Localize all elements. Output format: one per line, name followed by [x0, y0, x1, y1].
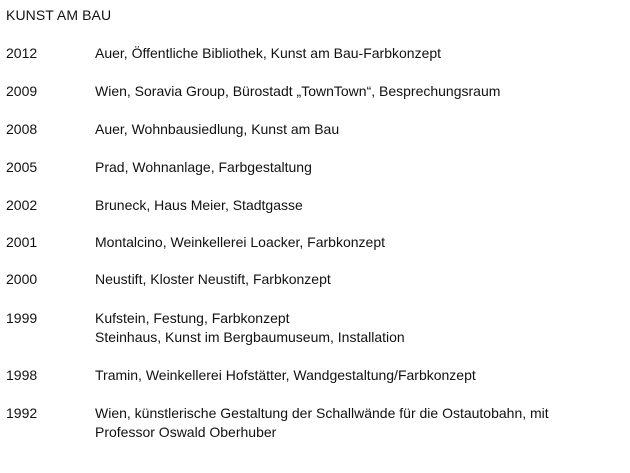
entry-description — [95, 82, 615, 101]
section-heading: KUNST AM BAU — [6, 7, 112, 23]
entry-description — [95, 196, 615, 215]
entry-description — [95, 44, 615, 63]
entry-year: 1998 — [6, 367, 38, 383]
entry-line: Professor Oswald Oberhuber — [95, 424, 277, 440]
entry-year: 2009 — [6, 83, 38, 99]
entry-line: Wien, Soravia Group, Bürostadt „TownTown“, Besprechungsraum — [95, 83, 501, 99]
entry-description — [95, 158, 615, 177]
entry-year: 2000 — [6, 271, 38, 287]
entry-line: Montalcino, Weinkellerei Loacker, Farbkonzept — [95, 234, 386, 250]
entry-year: 2005 — [6, 159, 38, 175]
entry-year: 2012 — [6, 45, 38, 61]
entry-year: 2008 — [6, 121, 38, 137]
entry-year: 1999 — [6, 310, 38, 326]
entry-line: Neustift, Kloster Neustift, Farbkonzept — [95, 271, 331, 287]
entry-line: Auer, Wohnbausiedlung, Kunst am Bau — [95, 121, 340, 137]
entry-line: Auer, Öffentliche Bibliothek, Kunst am Bau-Farbkonzept — [95, 45, 442, 61]
entry-year: 2002 — [6, 197, 38, 213]
entry-line: Prad, Wohnanlage, Farbgestaltung — [95, 159, 312, 175]
entry-line: Bruneck, Haus Meier, Stadtgasse — [95, 197, 303, 213]
entry-line: Wien, künstlerische Gestaltung der Schallwände für die Ostautobahn, mit — [95, 405, 549, 421]
entry-description — [95, 120, 615, 139]
entry-year: 2001 — [6, 234, 38, 250]
entry-description — [95, 309, 615, 347]
entry-description — [95, 404, 615, 442]
entry-line: Kufstein, Festung, Farbkonzept — [95, 310, 290, 326]
entry-description — [95, 233, 615, 252]
entry-year: 1992 — [6, 405, 38, 421]
entry-line: Tramin, Weinkellerei Hofstätter, Wandgestaltung/Farbkonzept — [95, 367, 476, 383]
entry-line: Steinhaus, Kunst im Bergbaumuseum, Installation — [95, 329, 405, 345]
entry-description — [95, 366, 615, 385]
entry-description — [95, 270, 615, 289]
